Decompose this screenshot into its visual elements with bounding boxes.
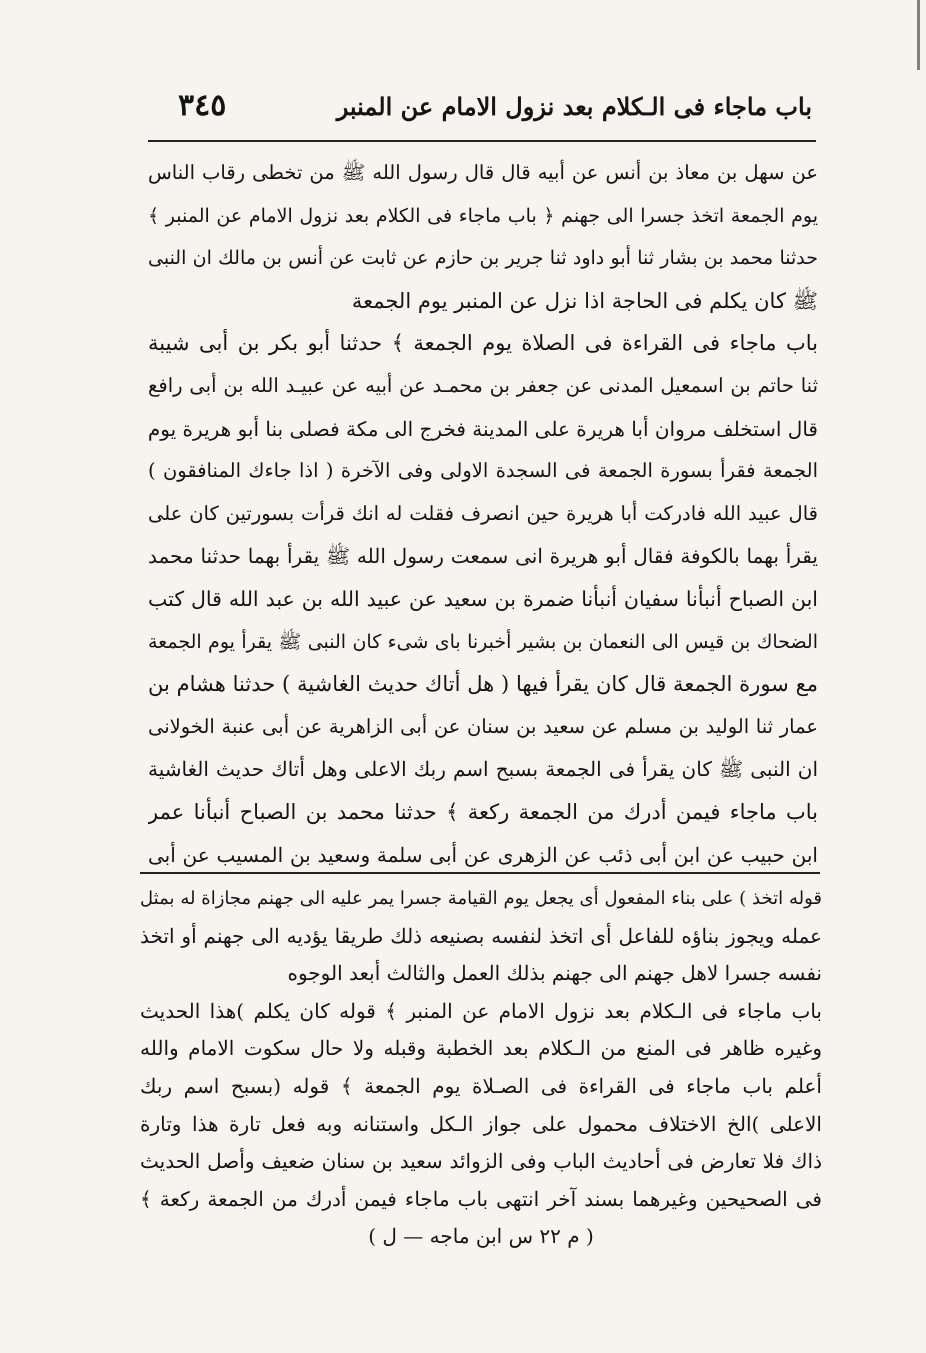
footnote-separator-rule	[140, 872, 820, 874]
main-text-line: الضحاك بن قيس الى النعمان بن بشير أخبرنا باى شىء كان النبى ﷺ يقرأ يوم الجمعة	[148, 630, 818, 653]
hadith-main-text	[148, 152, 818, 876]
main-text-line: مع سورة الجمعة قال كان يقرأ فيها ( هل أتاك حديث الغاشية ) حدثنا هشام بن	[148, 672, 818, 697]
margin-scan-mark	[917, 0, 920, 70]
commentary-line: نفسه جسرا لاهل جهنم الى جهنم بذلك العمل والثالث أبعد الوجوه	[287, 961, 822, 986]
commentary-line: الاعلى )الخ الاختلاف محمول على جواز الـكل واستنانه وبه فعل تارة هذا وتارة	[140, 1111, 822, 1136]
commentary-line: فى الصحيحين وغيرهما بسند آخر انتهى باب ماجاء فيمن أدرك من الجمعة ركعة ﴾	[140, 1186, 822, 1211]
header-rule	[148, 140, 816, 142]
commentary-line: قوله اتخذ ) على بناء المفعول أى يجعل يوم القيامة جسرا يمر عليه الى جهنم مجازاة له بمثل	[140, 888, 822, 909]
main-text-line: ﷺ كان يكلم فى الحاجة اذا نزل عن المنبر يوم الجمعة	[351, 288, 818, 313]
main-text-line: عن سهل بن معاذ بن أنس عن أبيه قال قال رسول الله ﷺ من تخطى رقاب الناس	[148, 161, 818, 184]
main-text-line: قال عبيد الله فادركت أبا هريرة حين انصرف فقلت له انك قرأت بسورتين كان على	[148, 501, 818, 525]
commentary-text	[140, 880, 822, 1256]
main-text-line: باب ماجاء فيمن أدرك من الجمعة ركعة ﴾ حدثنا محمد بن الصباح أنبأنا عمر	[148, 799, 818, 824]
main-text-line: ثنا حاتم بن اسمعيل المدنى عن جعفر بن محمـد عن أبيه عن عبيـد الله بن أبى رافع	[148, 373, 818, 397]
commentary-line: وغيره ظاهر فى المنع من الـكلام بعد الخطبة وقبله ولا حال سكوت الامام والله	[140, 1036, 822, 1061]
signature-mark: ( م ٢٢ س ابن ماجه — ل )	[368, 1224, 594, 1249]
main-text-line: عمار ثنا الوليد بن مسلم عن سعيد بن سنان عن أبى الزاهرية عن أبى عنبة الخولانى	[148, 714, 818, 738]
commentary-line: أعلم باب ماجاء فى القراءة فى الصـلاة يوم الجمعة ﴾ قوله (بسبح اسم ربك	[140, 1073, 822, 1098]
commentary-line: عمله ويجوز بناؤه للفاعل أى اتخذ لنفسه بصنيعه ذلك طريقا يؤديه الى جهنم أو اتخذ	[140, 923, 822, 948]
main-text-line: الجمعة فقرأ بسورة الجمعة فى السجدة الاولى وفى الآخرة ( اذا جاءك المنافقون )	[148, 459, 818, 483]
main-text-line: ابن الصباح أنبأنا سفيان أنبأنا ضمرة بن سعيد عن عبيد الله بن عبد الله قال كتب	[148, 586, 818, 611]
main-text-line: يوم الجمعة اتخذ جسرا الى جهنم ﴿ باب ماجاء فى الكلام بعد نزول الامام عن المنبر ﴾	[148, 204, 818, 227]
commentary-line: ذاك فلا تعارض فى أحاديث الباب وفى الزوائد سعيد بن سنان ضعيف وأصل الحديث	[140, 1149, 822, 1174]
page-number: ٣٤٥	[178, 88, 227, 123]
main-text-line: ابن حبيب عن ابن أبى ذئب عن الزهرى عن أبى سلمة وسعيد بن المسيب عن أبى	[148, 842, 818, 867]
main-text-line: ان النبى ﷺ كان يقرأ فى الجمعة بسبح اسم ربك الاعلى وهل أتاك حديث الغاشية	[148, 757, 818, 782]
main-text-line: حدثنا محمد بن بشار ثنا أبو داود ثنا جرير بن حازم عن ثابت عن أنس بن مالك ان النبى	[148, 247, 818, 270]
running-title: باب ماجاء فى الـكلام بعد نزول الامام عن المنبر	[336, 92, 812, 121]
main-text-line: قال استخلف مروان أبا هريرة على المدينة فخرج الى مكة فصلى بنا أبو هريرة يوم	[148, 416, 818, 441]
commentary-line: باب ماجاء فى الـكلام بعد نزول الامام عن المنبر ﴾ قوله كان يكلم )هذا الحديث	[140, 998, 822, 1023]
main-text-line: باب ماجاء فى القراءة فى الصلاة يوم الجمعة ﴾ حدثنا أبو بكر بن أبى شيبة	[148, 331, 818, 356]
page-header	[150, 88, 812, 134]
main-text-line: يقرأ بهما بالكوفة فقال أبو هريرة انى سمعت رسول الله ﷺ يقرأ بهما حدثنا محمد	[148, 544, 818, 569]
